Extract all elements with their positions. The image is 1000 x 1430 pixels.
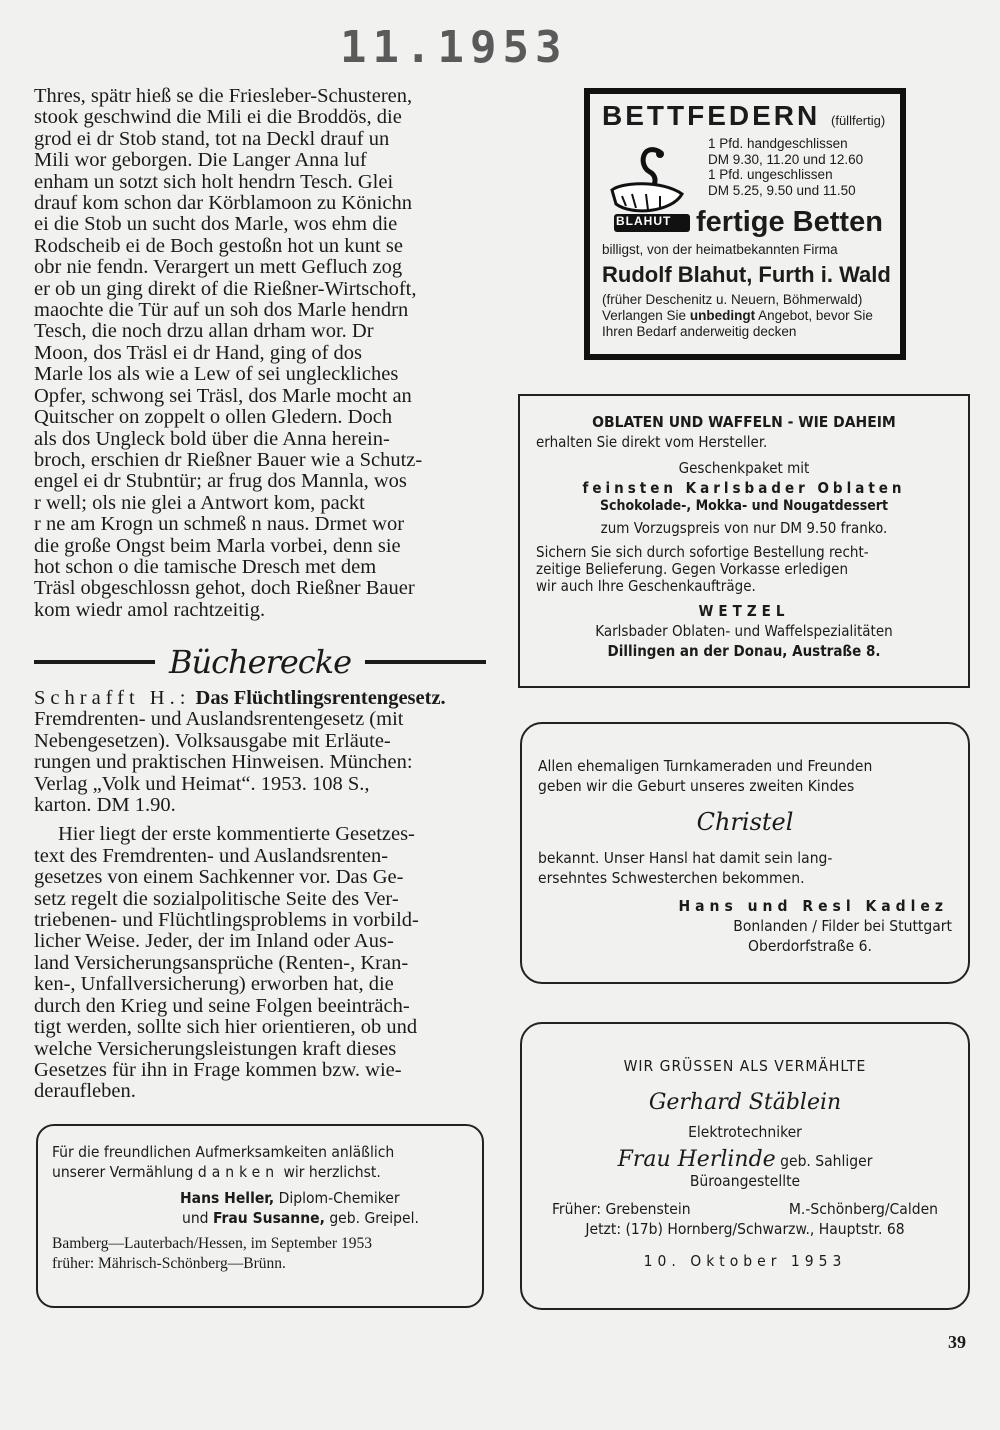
book-review <box>34 824 486 1102</box>
date-stamp: 11.1953 <box>340 22 568 73</box>
story-line: hot schon o die tamische Dresch met dem <box>34 555 377 578</box>
wedding-bride-line <box>538 1147 952 1172</box>
bett-ask-b: unbedingt <box>689 308 756 323</box>
bett-prices <box>696 136 888 198</box>
wedding-groom: Gerhard Stäblein <box>648 1090 842 1115</box>
thanks-line-2 <box>52 1162 468 1182</box>
swan-logo-icon <box>602 132 696 242</box>
bett-ask-c: Angebot, bevor Sie <box>758 308 873 323</box>
wedding-bride: Frau Herlinde <box>617 1147 776 1172</box>
heading-rule-right <box>365 660 486 664</box>
review-line: gesetzes von einem Sachkenner vor. Das Ge- <box>34 866 404 889</box>
story-line: Thres, spätr hieß se die Friesleber-Schusteren, <box>34 85 413 107</box>
bett-price-line: DM 9.30, 11.20 und 12.60 <box>708 151 864 167</box>
signer-title: Diplom-Chemiker <box>278 1189 400 1207</box>
review-line: text des Fremdrenten- und Auslandsrenten- <box>34 844 389 867</box>
story-line: als dos Ungleck bold über die Anna herein- <box>34 427 390 450</box>
story-line: Quitscher on zoppelt o ollen Gledern. Doch <box>34 406 393 429</box>
story-line: grod ei dr Stob stand, tot na Deckl drauf un <box>34 127 390 150</box>
thanks-place: Bamberg—Lauterbach/Hessen, im September 1953 <box>52 1235 372 1252</box>
story-line: maochte die Tür auf un soh dos Marle hendrn <box>34 299 409 322</box>
book-title: Das Flüchtlingsrentengesetz. <box>195 687 446 709</box>
book-citation <box>34 709 486 816</box>
thanks-fragment: wir herzlichst. <box>283 1163 381 1181</box>
review-line: welche Versicherungsleistungen kraft dieses <box>34 1037 397 1060</box>
bett-former: (früher Deschenitz u. Neuern, Böhmerwald) <box>602 292 863 307</box>
bett-ask-a: Verlangen Sie <box>602 308 687 323</box>
citation-line: karton. DM 1.90. <box>34 794 176 817</box>
oblaten-company: WETZEL <box>698 602 790 620</box>
wedding-bride-maiden: geb. Sahliger <box>780 1152 873 1170</box>
book-author: Schrafft H.: <box>34 687 191 709</box>
review-line: land Versicherungsansprüche (Renten-, Kran- <box>34 951 409 974</box>
birth-line: Allen ehemaligen Turnkameraden und Freunden <box>538 757 873 775</box>
story-column <box>34 86 486 621</box>
oblaten-address: Dillingen an der Donau, Austraße 8. <box>607 642 881 660</box>
birth-line: ersehntes Schwesterchen bekommen. <box>538 869 805 887</box>
oblaten-line: zeitige Belieferung. Gegen Vorkasse erledigen <box>536 560 849 578</box>
story-line: Moon, dos Träsl ei dr Hand, ging of dos <box>34 341 363 364</box>
oblaten-headline: OBLATEN UND WAFFELN - WIE DAHEIM <box>592 413 896 431</box>
oblaten-product-2: Schokolade-, Mokka- und Nougatdessert <box>599 498 888 514</box>
review-line: ken-, Unfallversicherung) erworben hat, die <box>34 973 394 996</box>
wedding-current: Jetzt: (17b) Hornberg/Schwarzw., Hauptstr. 68 <box>585 1220 905 1238</box>
story-line: drauf kom schon dar Körblamoon zu Könichn <box>34 192 413 215</box>
bett-price-line: 1 Pfd. ungeschlissen <box>708 167 833 182</box>
bett-row <box>602 132 888 242</box>
oblaten-line: Karlsbader Oblaten- und Waffelspezialitäten <box>595 622 893 640</box>
thanks-line: Für die freundlichen Aufmerksamkeiten anläßlich <box>52 1143 395 1161</box>
bett-ask <box>602 308 888 324</box>
review-line: durch den Krieg und seine Folgen beeinträch- <box>34 994 410 1017</box>
story-line: die große Ongst beim Marla vorbei, denn sie <box>34 534 401 557</box>
story-line: r well; ols nie glei a Antwort kom, packt <box>34 491 365 514</box>
bettfedern-ad <box>584 88 906 360</box>
story-line: ei die Stob un sucht dos Marle, wos ehm die <box>34 213 398 236</box>
logo-text: BLAHUT <box>616 214 672 228</box>
page-number: 39 <box>948 1332 966 1352</box>
bett-need: Ihren Bedarf anderweitig decken <box>602 324 797 339</box>
story-line: r ne am Krogn un schmeß n naus. Drmet wor <box>34 513 405 536</box>
oblaten-price: zum Vorzugspreis von nur DM 9.50 franko. <box>600 519 888 537</box>
story-line: obr nie fendn. Verargert un mett Gefluch zog <box>34 256 403 279</box>
bett-headline <box>602 100 888 132</box>
review-line: tigt werden, sollte sich hier orientieren, ob und <box>34 1016 418 1039</box>
review-line: licher Weise. Jeder, der im Inland oder Aus- <box>34 930 394 953</box>
bett-price-line: DM 5.25, 9.50 und 11.50 <box>708 182 856 198</box>
signer-maiden-name: geb. Greipel. <box>329 1209 419 1227</box>
wedding-former-a: Früher: Grebenstein <box>552 1200 691 1218</box>
story-line: Marle los als wie a Lew of sei ungleckliches <box>34 363 399 386</box>
oblaten-line: erhalten Sie direkt vom Hersteller. <box>536 433 768 451</box>
citation-line: rungen und praktischen Hinweisen. München: <box>34 751 413 774</box>
signer-name: Hans Heller, <box>180 1189 275 1207</box>
citation-line: Nebengesetzen). Volksausgabe mit Erläute- <box>34 729 391 752</box>
bett-headline-note: (füllfertig) <box>831 113 886 128</box>
birth-line: geben wir die Geburt unseres zweiten Kindes <box>538 777 855 795</box>
wedding-groom-job: Elektrotechniker <box>688 1123 802 1141</box>
bett-price-line: 1 Pfd. handgeschlissen <box>708 136 848 151</box>
story-line: stook geschwind die Mili ei die Broddös, die <box>34 106 402 129</box>
birth-parents: Hans und Resl Kadlez <box>678 897 948 915</box>
story-line: Rodscheib ei de Boch gestoßn hot un kunt se <box>34 234 403 257</box>
thanks-fragment: unserer Vermählung <box>52 1163 194 1181</box>
wedding-bride-job: Büroangestellte <box>689 1172 801 1190</box>
citation-line: Fremdrenten- und Auslandsrentengesetz (mit <box>34 708 404 731</box>
section-heading <box>34 640 486 684</box>
thanks-former-place: früher: Mährisch-Schönberg—Brünn. <box>52 1255 286 1272</box>
wedding-headline: WIR GRÜSSEN ALS VERMÄHLTE <box>623 1057 867 1075</box>
oblaten-product: feinsten Karlsbader Oblaten <box>582 479 906 497</box>
oblaten-line: Geschenkpaket mit <box>678 459 810 477</box>
bett-billigst: billigst, von der heimatbekannten Firma <box>602 242 838 257</box>
thanks-notice <box>36 1124 484 1308</box>
birth-line: bekannt. Unser Hansl hat damit sein lang- <box>538 849 833 867</box>
story-line: enham un sotzt sich holt hendrn Tesch. Glei <box>34 170 394 193</box>
story-line: Mili wor geborgen. Die Langer Anna luf <box>34 149 367 172</box>
story-line: er ob un ging direkt of die Rießner-Wirtschoft, <box>34 277 417 300</box>
bett-headline-text: BETTFEDERN <box>602 100 821 131</box>
thanks-signature-2 <box>52 1208 468 1228</box>
citation-line: Verlag „Volk und Heimat“. 1953. 108 S., <box>34 772 370 795</box>
wedding-former <box>538 1199 952 1219</box>
bett-firm: Rudolf Blahut, Furth i. Wald <box>602 262 891 287</box>
thanks-fragment-spaced: danken <box>197 1163 280 1181</box>
oblaten-ad <box>518 394 970 688</box>
oblaten-line: Sichern Sie sich durch sofortige Bestellung recht- <box>536 543 869 561</box>
heading-rule-left <box>34 660 155 664</box>
signer-name: Frau Susanne, <box>212 1209 325 1227</box>
review-line: setz regelt die sozialpolitische Seite des Ver- <box>34 887 399 910</box>
section-title: Bücherecke <box>168 643 352 681</box>
review-line: Hier liegt der erste kommentierte Gesetzes- <box>58 823 415 846</box>
birth-place: Bonlanden / Filder bei Stuttgart <box>733 917 952 935</box>
birth-notice <box>520 722 970 984</box>
bett-price-block <box>696 132 888 242</box>
story-line: kom wiedr amol rachtzeitig. <box>34 598 266 621</box>
birth-street: Oberdorfstraße 6. <box>748 937 872 955</box>
birth-child-name: Christel <box>696 808 794 836</box>
bett-fertige-betten: fertige Betten <box>696 206 883 238</box>
story-line: engel ei dr Stubntür; ar frug dos Mannla, wos <box>34 470 407 493</box>
story-line: Tesch, die noch drzu allan drham wor. Dr <box>34 320 374 343</box>
story-line: Träsl obgeschlossn gehot, doch Rießner Bauer <box>34 577 415 600</box>
book-entry-first-line <box>34 688 486 709</box>
wedding-notice <box>520 1022 970 1310</box>
wedding-former-b: M.-Schönberg/Calden <box>788 1200 938 1218</box>
review-line: deraufleben. <box>34 1080 136 1103</box>
review-line: Gesetzes für ihn in Frage kommen bzw. wie- <box>34 1058 402 1081</box>
thanks-signature-1 <box>52 1188 468 1208</box>
story-line: broch, erschien dr Rießner Bauer wie a Schutz- <box>34 448 423 471</box>
signer-conj: und <box>182 1209 209 1227</box>
wedding-date: 10. Oktober 1953 <box>643 1252 847 1270</box>
oblaten-line: wir auch Ihre Geschenkaufträge. <box>536 577 756 595</box>
story-line: Opfer, schwong sei Träsl, dos Marle mocht an <box>34 384 412 407</box>
review-line: triebenen- und Flüchtlingsproblems in vorbild- <box>34 909 419 932</box>
book-entry <box>34 688 486 1103</box>
